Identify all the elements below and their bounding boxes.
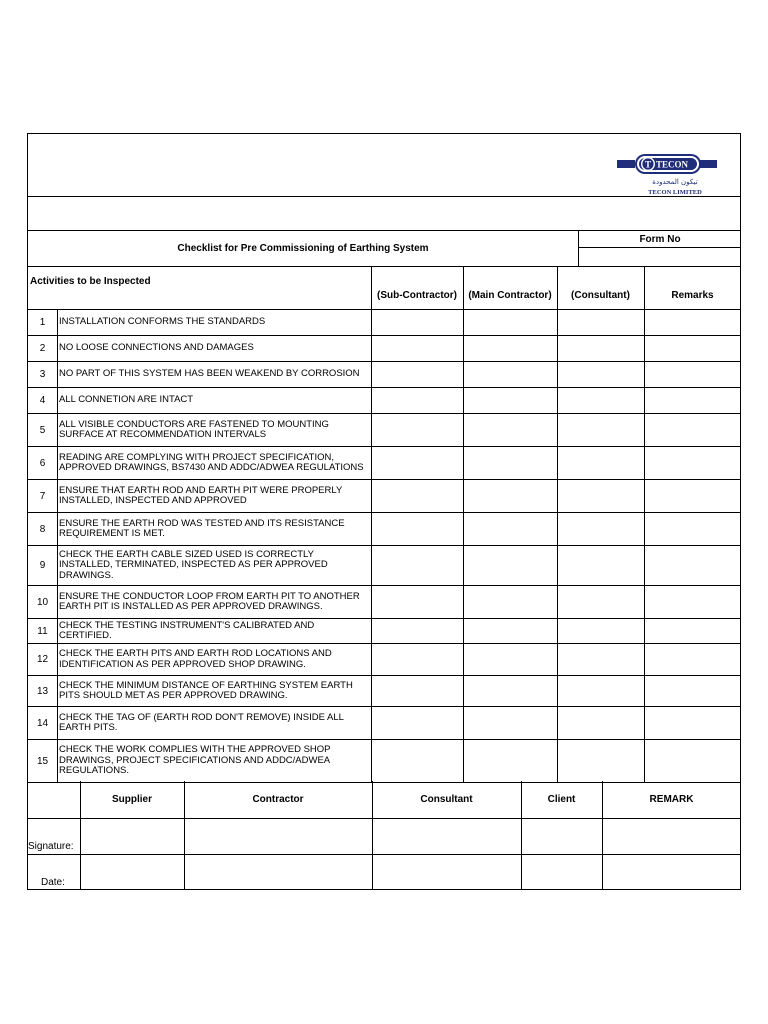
item-description: NO LOOSE CONNECTIONS AND DAMAGES bbox=[59, 342, 254, 354]
consultant-check[interactable] bbox=[558, 362, 644, 387]
checklist-row bbox=[28, 644, 740, 676]
consultant-check[interactable] bbox=[558, 740, 644, 782]
item-description: INSTALLATION CONFORMS THE STANDARDS bbox=[59, 316, 266, 328]
logo-row bbox=[28, 134, 740, 197]
sub-contractor-header: (Sub-Contractor) bbox=[377, 289, 457, 301]
supplier-header: Supplier bbox=[111, 794, 152, 805]
checklist-row bbox=[28, 546, 740, 586]
item-description: CHECK THE EARTH PITS AND EARTH ROD LOCATIONS AND IDENTIFICATION AS PER APPROVED SHOP DRAWING. bbox=[59, 648, 332, 670]
item-number: 6 bbox=[39, 457, 46, 469]
contractor-signature-field[interactable] bbox=[185, 819, 372, 854]
contractor-date-field[interactable] bbox=[185, 855, 372, 890]
item-description: ALL VISIBLE CONDUCTORS ARE FASTENED TO MOUNTING SURFACE AT RECOMMENDATION INTERVALS bbox=[59, 418, 329, 440]
client-date-field[interactable] bbox=[522, 855, 602, 890]
checklist-row bbox=[28, 336, 740, 362]
remarks-field[interactable] bbox=[645, 740, 741, 782]
remarks-field[interactable] bbox=[645, 414, 741, 446]
checklist-row bbox=[28, 676, 740, 707]
item-description: CHECK THE WORK COMPLIES WITH THE APPROVED SHOP DRAWINGS, PROJECT SPECIFICATIONS AND ADDC/ADWEA REGULATIONS. bbox=[59, 744, 331, 777]
consultant-check[interactable] bbox=[558, 447, 644, 479]
item-description: CHECK THE TESTING INSTRUMENT'S CALIBRATED AND CERTIFIED. bbox=[59, 619, 315, 641]
main-contractor-check[interactable] bbox=[464, 362, 557, 387]
form-no-label: Form No bbox=[639, 234, 681, 245]
date-label: Date: bbox=[41, 877, 65, 888]
remark-signature-field[interactable] bbox=[603, 819, 740, 854]
consultant-check[interactable] bbox=[558, 707, 644, 739]
consultant-header: (Consultant) bbox=[571, 289, 630, 301]
sub-contractor-check[interactable] bbox=[372, 513, 463, 545]
item-description: ENSURE THE EARTH ROD WAS TESTED AND ITS RESISTANCE REQUIREMENT IS MET. bbox=[59, 517, 345, 539]
logo-company-name: TECON LIMITED bbox=[648, 189, 702, 196]
item-number: 15 bbox=[36, 755, 49, 767]
client-header: Client bbox=[547, 794, 576, 805]
item-description: NO PART OF THIS SYSTEM HAS BEEN WEAKEND BY CORROSION bbox=[59, 368, 360, 380]
item-number: 3 bbox=[39, 369, 46, 380]
remarks-field[interactable] bbox=[645, 707, 741, 739]
consultant-signature-field[interactable] bbox=[373, 819, 521, 854]
remark-date-field[interactable] bbox=[603, 855, 740, 890]
approval-header-row bbox=[28, 781, 740, 819]
client-signature-field[interactable] bbox=[522, 819, 602, 854]
item-number: 11 bbox=[37, 625, 48, 637]
consultant-check[interactable] bbox=[558, 619, 644, 643]
main-contractor-check[interactable] bbox=[464, 513, 557, 545]
supplier-signature-field[interactable] bbox=[81, 819, 184, 854]
consultant-check[interactable] bbox=[558, 546, 644, 585]
contractor-header: Contractor bbox=[252, 794, 304, 805]
main-contractor-check[interactable] bbox=[464, 546, 557, 585]
checklist-row bbox=[28, 310, 740, 336]
remarks-field[interactable] bbox=[645, 546, 741, 585]
item-number: 13 bbox=[36, 685, 49, 697]
sub-contractor-check[interactable] bbox=[372, 740, 463, 782]
item-number: 1 bbox=[39, 317, 46, 328]
main-contractor-check[interactable] bbox=[464, 676, 557, 706]
sub-contractor-check[interactable] bbox=[372, 336, 463, 361]
consultant-check[interactable] bbox=[558, 388, 644, 413]
sub-contractor-check[interactable] bbox=[372, 414, 463, 446]
consultant-check[interactable] bbox=[558, 676, 644, 706]
main-contractor-check[interactable] bbox=[464, 310, 557, 335]
remarks-field[interactable] bbox=[645, 644, 741, 675]
consultant-check[interactable] bbox=[558, 644, 644, 675]
item-description: CHECK THE TAG OF (EARTH ROD DON'T REMOVE) INSIDE ALL EARTH PITS. bbox=[59, 711, 344, 733]
sub-contractor-check[interactable] bbox=[372, 362, 463, 387]
remarks-field[interactable] bbox=[645, 586, 741, 618]
remarks-field[interactable] bbox=[645, 676, 741, 706]
main-contractor-check[interactable] bbox=[464, 644, 557, 675]
title-row bbox=[28, 231, 740, 267]
checklist-row bbox=[28, 480, 740, 513]
consultant-check[interactable] bbox=[558, 414, 644, 446]
remarks-field[interactable] bbox=[645, 619, 741, 643]
main-contractor-check[interactable] bbox=[464, 619, 557, 643]
svg-text:T: T bbox=[644, 159, 652, 170]
checklist-row bbox=[28, 513, 740, 546]
main-contractor-header: (Main Contractor) bbox=[468, 289, 552, 301]
checklist-row bbox=[28, 707, 740, 740]
signature-row bbox=[28, 819, 740, 855]
sub-contractor-check[interactable] bbox=[372, 586, 463, 618]
sub-contractor-check[interactable] bbox=[372, 388, 463, 413]
item-number: 4 bbox=[39, 395, 46, 406]
main-contractor-check[interactable] bbox=[464, 336, 557, 361]
item-number: 14 bbox=[36, 717, 49, 729]
remarks-field[interactable] bbox=[645, 513, 741, 545]
remarks-field[interactable] bbox=[645, 388, 741, 413]
remarks-field[interactable] bbox=[645, 480, 741, 512]
sub-contractor-check[interactable] bbox=[372, 447, 463, 479]
consultant-check[interactable] bbox=[558, 336, 644, 361]
sub-contractor-check[interactable] bbox=[372, 480, 463, 512]
form-no-field[interactable] bbox=[579, 247, 740, 264]
item-number: 8 bbox=[39, 523, 46, 535]
tecon-logo bbox=[617, 144, 717, 199]
date-row bbox=[28, 855, 740, 890]
form-title: Checklist for Pre Commissioning of Earthing System bbox=[177, 243, 429, 254]
remark-header: REMARK bbox=[649, 794, 694, 805]
checklist-row bbox=[28, 619, 740, 644]
activities-header: Activities to be Inspected bbox=[30, 275, 151, 287]
item-description: CHECK THE EARTH CABLE SIZED USED IS CORRECTLY INSTALLED, TERMINATED, INSPECTED AS PER APPROVED DRAWINGS. bbox=[59, 548, 328, 581]
sub-contractor-check[interactable] bbox=[372, 676, 463, 706]
sub-contractor-check[interactable] bbox=[372, 707, 463, 739]
remarks-field[interactable] bbox=[645, 336, 741, 361]
checklist-row bbox=[28, 388, 740, 414]
checklist-row bbox=[28, 447, 740, 480]
item-number: 5 bbox=[39, 424, 46, 436]
checklist-row bbox=[28, 740, 740, 783]
remarks-header: Remarks bbox=[671, 289, 714, 301]
main-contractor-check[interactable] bbox=[464, 388, 557, 413]
main-contractor-check[interactable] bbox=[464, 414, 557, 446]
remarks-field[interactable] bbox=[645, 310, 741, 335]
consultant-check[interactable] bbox=[558, 513, 644, 545]
item-description: CHECK THE MINIMUM DISTANCE OF EARTHING SYSTEM EARTH PITS SHOULD MET AS PER APPROVED DRAWING. bbox=[59, 679, 353, 701]
supplier-date-field[interactable] bbox=[81, 855, 184, 890]
item-description: ALL CONNETION ARE INTACT bbox=[59, 394, 194, 406]
sub-contractor-check[interactable] bbox=[372, 310, 463, 335]
consultant-check[interactable] bbox=[558, 480, 644, 512]
sub-contractor-check[interactable] bbox=[372, 619, 463, 643]
checklist-row bbox=[28, 362, 740, 388]
checklist-form bbox=[27, 133, 741, 890]
consultant-check[interactable] bbox=[558, 310, 644, 335]
item-description: ENSURE THAT EARTH ROD AND EARTH PIT WERE PROPERLY INSTALLED, INSPECTED AND APPROVED bbox=[59, 484, 343, 506]
table-header-row bbox=[28, 267, 740, 310]
main-contractor-check[interactable] bbox=[464, 447, 557, 479]
main-contractor-check[interactable] bbox=[464, 707, 557, 739]
main-contractor-check[interactable] bbox=[464, 586, 557, 618]
item-number: 7 bbox=[39, 490, 46, 502]
consultant-approval-header: Consultant bbox=[420, 794, 473, 805]
checklist-row bbox=[28, 414, 740, 447]
checklist-row bbox=[28, 586, 740, 619]
consultant-check[interactable] bbox=[558, 586, 644, 618]
main-contractor-check[interactable] bbox=[464, 480, 557, 512]
item-number: 10 bbox=[36, 596, 49, 608]
item-number: 12 bbox=[36, 654, 49, 665]
item-description: ENSURE THE CONDUCTOR LOOP FROM EARTH PIT TO ANOTHER EARTH PIT IS INSTALLED AS PER APPROVED DRAWINGS. bbox=[59, 590, 360, 612]
item-number: 9 bbox=[39, 560, 46, 571]
remarks-field[interactable] bbox=[645, 447, 741, 479]
main-contractor-check[interactable] bbox=[464, 740, 557, 782]
logo-brand: TECON bbox=[655, 159, 689, 170]
item-number: 2 bbox=[39, 343, 46, 354]
sub-contractor-check[interactable] bbox=[372, 644, 463, 675]
logo-arabic-name: تيكون المحدودة bbox=[652, 178, 698, 186]
blank-row bbox=[28, 197, 740, 231]
remarks-field[interactable] bbox=[645, 362, 741, 387]
sub-contractor-check[interactable] bbox=[372, 546, 463, 585]
signature-label: Signature: bbox=[28, 841, 74, 852]
item-description: READING ARE COMPLYING WITH PROJECT SPECIFICATION, APPROVED DRAWINGS, BS7430 AND ADDC/ADWEA REGULATIONS bbox=[59, 451, 364, 473]
consultant-date-field[interactable] bbox=[373, 855, 521, 890]
